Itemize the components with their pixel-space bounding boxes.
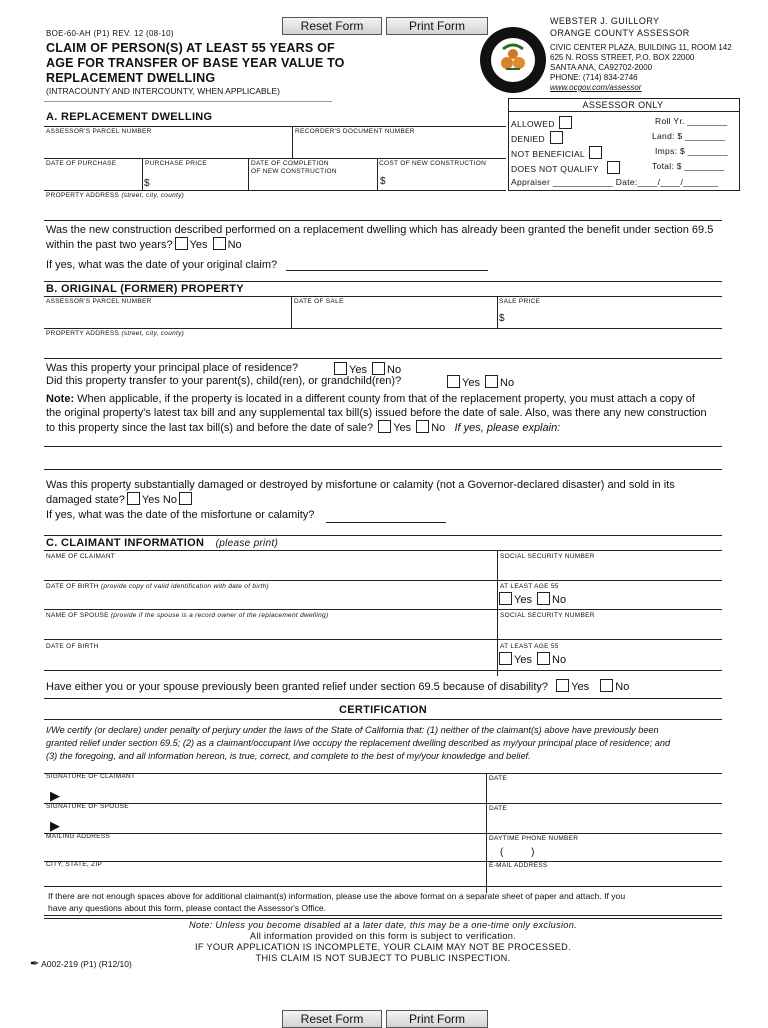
extra-claimant-note — [48, 890, 728, 914]
b-q3-yes-checkbox[interactable] — [127, 492, 140, 505]
sale-price-dollar: $ — [499, 313, 505, 324]
sig-claimant-label: SIGNATURE OF CLAIMANT — [46, 773, 136, 780]
certification-line-2: granted relief under section 69.5; (2) as a claimant/occupant I/we occupy the replacement dwelling described as my/your principal place of residence; and — [46, 738, 671, 748]
does-not-qualify-label: DOES NOT QUALIFY — [511, 164, 599, 174]
replacement-address-label — [46, 192, 184, 199]
address-line-2: 625 N. ROSS STREET, P.O. BOX 22000 — [550, 53, 695, 62]
new-construction-explanation-input[interactable] — [46, 436, 722, 466]
purchase-price-input[interactable] — [152, 168, 246, 188]
assessor-only-title: ASSESSOR ONLY — [582, 100, 664, 110]
spouse-55-label: AT LEAST AGE 55 — [500, 643, 559, 650]
b-q2-yes-checkbox[interactable] — [447, 375, 460, 388]
dob-spouse-input[interactable] — [46, 651, 495, 669]
section-a-q1-line-2: within the past two years? — [46, 239, 173, 251]
date-completion-line-2: OF NEW CONSTRUCTION — [251, 168, 337, 175]
assessor-info — [550, 16, 690, 39]
mailing-address-input[interactable] — [46, 842, 484, 860]
b-q1-yes-checkbox[interactable] — [334, 362, 347, 375]
extra-note-line-1: If there are not enough spaces above for additional claimant(s) information, please use the above format on a separate sheet of paper and attach. If you — [48, 891, 626, 901]
a-q1-no-label: No — [227, 239, 242, 251]
recorders-doc-input[interactable] — [294, 136, 504, 156]
disability-no-label: No — [615, 681, 630, 693]
denied-label: DENIED — [511, 134, 545, 144]
claimant-55-options — [497, 592, 566, 606]
b-q2-options — [445, 375, 514, 389]
certification-line-1: I/We certify (or declare) under penalty of perjury under the laws of the State of California that: (1) neither of the claimant(s) above have previously been — [46, 725, 659, 735]
disability-question-label: Have either you or your spouse previously been granted relief under section 69.5 because of disability? — [46, 681, 549, 693]
sig-spouse-arrow-icon: ▶ — [50, 818, 60, 833]
section-c-title-text: C. CLAIMANT INFORMATION — [46, 537, 205, 549]
assessor-name: WEBSTER J. GUILLORY — [550, 16, 660, 26]
claimant-55-yes-checkbox[interactable] — [499, 592, 512, 605]
sig-claimant-date-label: DATE — [489, 775, 508, 782]
reset-form-button-top[interactable]: Reset Form — [282, 17, 382, 35]
cost-new-construction-input[interactable] — [388, 168, 506, 188]
spouse-55-no-label: No — [552, 654, 567, 666]
denied-checkbox[interactable] — [550, 131, 563, 144]
footer-note-3: IF YOUR APPLICATION IS INCOMPLETE, YOUR CLAIM MAY NOT BE PROCESSED. — [195, 942, 571, 952]
b-newconst-no-checkbox[interactable] — [416, 420, 429, 433]
dob-claimant-hint: (provide copy of valid identification with date of birth) — [100, 583, 270, 590]
name-spouse-input[interactable] — [46, 620, 495, 638]
appraiser-field[interactable] — [511, 177, 718, 187]
b-q1-no-checkbox[interactable] — [372, 362, 385, 375]
section-b-q3 — [46, 479, 675, 507]
county-seal — [478, 25, 548, 95]
does-not-qualify-row — [511, 161, 622, 174]
footer-code-text: A002-219 (P1) (R12/10) — [41, 959, 132, 969]
replacement-address-hint: (street, city, county) — [121, 192, 185, 199]
title-line-2: AGE FOR TRANSFER OF BASE YEAR VALUE TO — [46, 56, 345, 70]
b-q3-no-checkbox[interactable] — [179, 492, 192, 505]
b-q1-no-label: No — [387, 364, 402, 376]
date-of-sale-label: DATE OF SALE — [294, 298, 344, 305]
a-q1-yes-checkbox[interactable] — [175, 237, 188, 250]
b-q1-options — [332, 362, 401, 376]
replacement-apn-label: ASSESSOR'S PARCEL NUMBER — [46, 128, 152, 135]
date-of-sale-input[interactable] — [293, 306, 495, 326]
spouse-55-no-checkbox[interactable] — [537, 652, 550, 665]
certification-title: CERTIFICATION — [338, 704, 428, 716]
date-completion-line-1: DATE OF COMPLETION — [251, 160, 329, 167]
claimant-ssn-label: SOCIAL SECURITY NUMBER — [500, 553, 595, 560]
city-state-zip-input[interactable] — [46, 869, 484, 887]
assessor-office: ORANGE COUNTY ASSESSOR — [550, 27, 690, 38]
a-q1-no-checkbox[interactable] — [213, 237, 226, 250]
note-line-3: to this property since the last tax bill(s) and before the date of sale? — [46, 422, 374, 434]
b-q3-no-label: No — [162, 494, 177, 506]
b-newconst-yes-label: Yes — [393, 422, 412, 434]
b-q1-yes-label: Yes — [349, 364, 367, 376]
b-newconst-no-label: No — [431, 422, 446, 434]
b-q3-yes-label: Yes — [141, 494, 160, 506]
section-a-title: A. REPLACEMENT DWELLING — [46, 111, 213, 123]
note-line-1: When applicable, if the property is located in a different county from that of the replacement property, you must attach a copy of — [77, 393, 695, 405]
spouse-ssn-label: SOCIAL SECURITY NUMBER — [500, 612, 595, 619]
original-apn-label: ASSESSOR'S PARCEL NUMBER — [46, 298, 152, 305]
note-label: Note: — [46, 393, 75, 405]
original-claim-date-input[interactable] — [286, 256, 488, 271]
original-apn-input[interactable] — [46, 306, 289, 326]
print-form-button-bottom[interactable]: Print Form — [386, 1010, 488, 1028]
section-b-title: B. ORIGINAL (FORMER) PROPERTY — [46, 283, 244, 295]
denied-row — [511, 131, 565, 144]
sale-price-input[interactable] — [509, 306, 721, 326]
does-not-qualify-checkbox[interactable] — [607, 161, 620, 174]
sig-spouse-date-input[interactable] — [488, 813, 721, 832]
daytime-phone-label: DAYTIME PHONE NUMBER — [489, 835, 579, 842]
roll-yr-field[interactable]: Roll Yr. ________ — [655, 116, 728, 126]
pen-icon: ✒ — [30, 958, 40, 970]
allowed-checkbox[interactable] — [559, 116, 572, 129]
section-b-q1-label: Was this property your principal place of residence? — [46, 362, 299, 374]
claimant-55-label: AT LEAST AGE 55 — [500, 583, 559, 590]
please-print-hint: (please print) — [215, 538, 279, 549]
land-field[interactable]: Land: $ ________ — [652, 131, 726, 141]
purchase-price-label: PURCHASE PRICE — [145, 160, 207, 167]
certification-line-3: (3) the foregoing, and all information hereon, is true, correct, and complete to the best of my/your knowledge and belief. — [46, 751, 531, 761]
print-form-button-top[interactable]: Print Form — [386, 17, 488, 35]
name-spouse-label — [46, 612, 328, 619]
disability-yes-label: Yes — [571, 681, 590, 693]
total-field[interactable]: Total: $ ________ — [652, 161, 725, 171]
phone-area-code: ( ) — [500, 847, 535, 858]
disability-no-checkbox[interactable] — [600, 679, 613, 692]
section-a-q2-label: If yes, what was the date of your original claim? — [46, 259, 278, 271]
imps-field[interactable]: Imps: $ ________ — [655, 146, 728, 156]
sig-spouse-input[interactable] — [66, 813, 484, 832]
form-title — [46, 41, 345, 86]
date-completion-input[interactable] — [250, 176, 375, 190]
b-q2-no-checkbox[interactable] — [485, 375, 498, 388]
address-line-3: SANTA ANA, CA92702-2000 — [550, 63, 653, 72]
b-q2-no-label: No — [500, 377, 515, 389]
daytime-phone-input[interactable] — [540, 845, 720, 859]
original-address-text: PROPERTY ADDRESS — [46, 330, 120, 337]
mailing-address-label: MAILING ADDRESS — [46, 833, 111, 840]
extra-note-line-2: have any questions about this form, please contact the Assessor's Office. — [48, 903, 327, 913]
title-line-3: REPLACEMENT DWELLING — [46, 71, 216, 85]
footer-notes — [44, 920, 722, 964]
spouse-55-options — [497, 652, 566, 666]
title-line-1: CLAIM OF PERSON(S) AT LEAST 55 YEARS OF — [46, 41, 335, 55]
footer-note-1: Note: Unless you become disabled at a later date, this may be a one-time only exclusion. — [189, 920, 577, 930]
claimant-55-yes-label: Yes — [514, 594, 532, 606]
b-q2-yes-label: Yes — [462, 377, 480, 389]
sig-claimant-arrow-icon: ▶ — [50, 788, 60, 803]
section-c-title — [46, 537, 278, 549]
dob-spouse-label: DATE OF BIRTH — [46, 643, 99, 650]
sig-spouse-label: SIGNATURE OF SPOUSE — [46, 803, 129, 810]
appraiser-label: Appraiser ____________ — [511, 177, 614, 187]
cost-new-construction-label: COST OF NEW CONSTRUCTION — [379, 160, 487, 167]
calamity-date-input[interactable] — [326, 508, 446, 523]
spouse-ssn-input[interactable] — [499, 620, 721, 638]
original-address-label — [46, 330, 184, 337]
email-input[interactable] — [488, 869, 721, 887]
section-a-q1 — [46, 224, 713, 252]
sig-claimant-input[interactable] — [66, 783, 484, 802]
city-state-zip-label: CITY, STATE, ZIP — [46, 861, 103, 868]
form-code: BOE-60-AH (P1) REV. 12 (08-10) — [46, 29, 174, 38]
disability-question — [46, 679, 629, 693]
name-spouse-hint: (provide if the spouse is a record owner of the replacement dwelling) — [110, 612, 329, 619]
dob-claimant-input[interactable] — [46, 591, 495, 608]
purchase-price-dollar: $ — [144, 178, 150, 189]
note-line-2: the original property's latest tax bill and any supplemental tax bill(s) issued before the date of sale. Also, was there any new construction — [46, 406, 707, 419]
certification-text — [46, 724, 726, 763]
b-newconst-yes-checkbox[interactable] — [378, 420, 391, 433]
name-claimant-input[interactable] — [46, 561, 495, 579]
allowed-label: ALLOWED — [511, 119, 555, 129]
name-spouse-text: NAME OF SPOUSE — [46, 612, 109, 619]
email-label: E-MAIL ADDRESS — [489, 862, 548, 869]
not-beneficial-label: NOT BENEFICIAL — [511, 149, 585, 159]
claimant-ssn-input[interactable] — [499, 561, 721, 579]
section-b-q2-label: Did this property transfer to your parent(s), child(ren), or grandchild(ren)? — [46, 375, 402, 387]
spouse-55-yes-label: Yes — [514, 654, 532, 666]
cost-dollar: $ — [380, 176, 386, 187]
footer-code — [30, 957, 132, 970]
sig-claimant-date-input[interactable] — [488, 783, 721, 802]
dob-claimant-label — [46, 583, 269, 590]
claimant-55-no-checkbox[interactable] — [537, 592, 550, 605]
footer-note-2: All information provided on this form is subject to verification. — [249, 931, 517, 941]
appraiser-date-label: Date:____/____/_______ — [615, 177, 719, 187]
section-b-q1 — [46, 362, 298, 374]
section-b-q3-line-2: damaged state? — [46, 494, 125, 506]
form-subtitle: (INTRACOUNTY AND INTERCOUNTY, WHEN APPLICABLE) — [46, 86, 280, 96]
spouse-55-yes-checkbox[interactable] — [499, 652, 512, 665]
section-b-q4-label: If yes, what was the date of the misfortune or calamity? — [46, 509, 315, 521]
disability-yes-checkbox[interactable] — [556, 679, 569, 692]
original-address-hint: (street, city, county) — [121, 330, 185, 337]
dob-claimant-text: DATE OF BIRTH — [46, 583, 99, 590]
a-q1-yes-label: Yes — [189, 239, 208, 251]
footer-note-4: THIS CLAIM IS NOT SUBJECT TO PUBLIC INSPECTION. — [255, 953, 511, 963]
section-b-note — [46, 393, 707, 436]
section-b-q3-line-1: Was this property substantially damaged or destroyed by misfortune or calamity (not a Governor-declared disaster) and sold in its — [46, 479, 675, 491]
claimant-55-no-label: No — [552, 594, 567, 606]
assessor-address — [550, 43, 732, 93]
section-a-q1-line-1: Was the new construction described performed on a replacement dwelling which has already been granted the benefit under section 69.5 — [46, 224, 714, 236]
replacement-apn-input[interactable] — [46, 136, 290, 156]
not-beneficial-checkbox[interactable] — [589, 146, 602, 159]
original-address-input[interactable] — [46, 339, 722, 357]
not-beneficial-row — [511, 146, 604, 159]
assessor-phone: PHONE: (714) 834-2746 — [550, 73, 638, 82]
address-line-1: CIVIC CENTER PLAZA, BUILDING 11, ROOM 142 — [550, 43, 732, 52]
date-of-purchase-input[interactable] — [46, 168, 140, 188]
replacement-address-text: PROPERTY ADDRESS — [46, 192, 120, 199]
explain-label: If yes, please explain: — [454, 422, 561, 434]
reset-form-button-bottom[interactable]: Reset Form — [282, 1010, 382, 1028]
name-claimant-label: NAME OF CLAIMANT — [46, 553, 116, 560]
allowed-row — [511, 116, 574, 129]
assessor-website-link[interactable]: www.ocgov.com/assessor — [550, 83, 642, 92]
replacement-address-input[interactable] — [46, 201, 722, 219]
recorders-doc-label: RECORDER'S DOCUMENT NUMBER — [295, 128, 415, 135]
date-of-purchase-label: DATE OF PURCHASE — [46, 160, 117, 167]
date-completion-label — [251, 160, 337, 176]
sale-price-label: SALE PRICE — [499, 298, 541, 305]
sig-spouse-date-label: DATE — [489, 805, 508, 812]
